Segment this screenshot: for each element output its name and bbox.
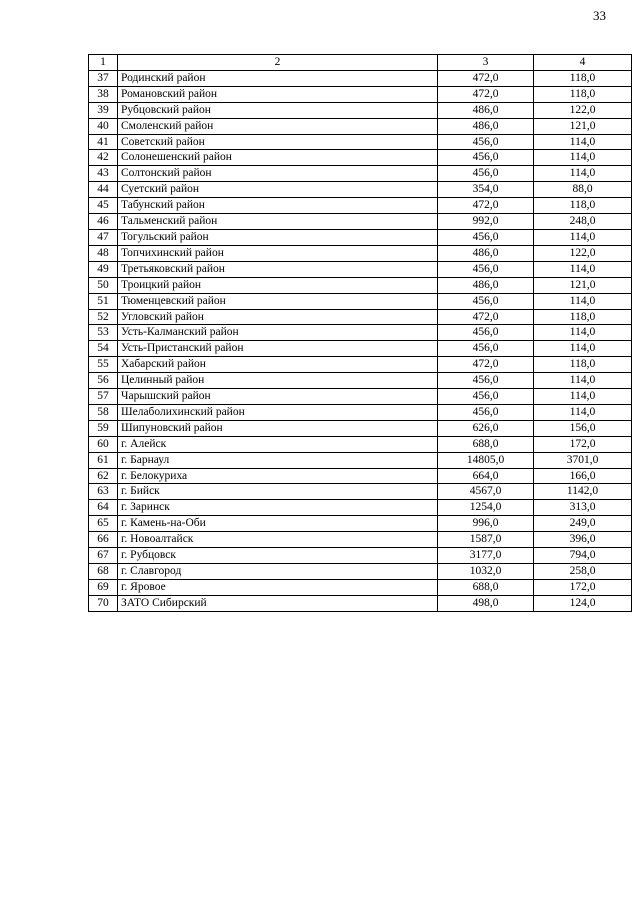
value-col-3: 472,0 xyxy=(438,86,534,102)
table-row xyxy=(89,150,632,166)
district-name: г. Барнаул xyxy=(118,452,438,468)
value-col-4: 166,0 xyxy=(534,468,632,484)
row-number: 57 xyxy=(89,389,118,405)
value-col-4: 156,0 xyxy=(534,420,632,436)
row-number: 43 xyxy=(89,166,118,182)
row-number: 52 xyxy=(89,309,118,325)
row-number: 65 xyxy=(89,516,118,532)
value-col-3: 688,0 xyxy=(438,436,534,452)
table-row xyxy=(89,86,632,102)
table-row xyxy=(89,373,632,389)
table-row xyxy=(89,118,632,134)
table-header-row xyxy=(89,55,632,71)
district-name: Советский район xyxy=(118,134,438,150)
table-row xyxy=(89,564,632,580)
value-col-4: 248,0 xyxy=(534,214,632,230)
row-number: 58 xyxy=(89,404,118,420)
table-row xyxy=(89,532,632,548)
district-name: Смоленский район xyxy=(118,118,438,134)
value-col-3: 354,0 xyxy=(438,182,534,198)
value-col-3: 486,0 xyxy=(438,102,534,118)
row-number: 62 xyxy=(89,468,118,484)
value-col-3: 472,0 xyxy=(438,198,534,214)
district-name: г. Бийск xyxy=(118,484,438,500)
table-row xyxy=(89,484,632,500)
row-number: 51 xyxy=(89,293,118,309)
value-col-3: 456,0 xyxy=(438,261,534,277)
value-col-3: 1254,0 xyxy=(438,500,534,516)
value-col-3: 486,0 xyxy=(438,277,534,293)
value-col-3: 1032,0 xyxy=(438,564,534,580)
table-row xyxy=(89,436,632,452)
row-number: 60 xyxy=(89,436,118,452)
value-col-3: 992,0 xyxy=(438,214,534,230)
table-row xyxy=(89,516,632,532)
district-name: Топчихинский район xyxy=(118,245,438,261)
district-name: Тальменский район xyxy=(118,214,438,230)
value-col-3: 456,0 xyxy=(438,373,534,389)
value-col-3: 4567,0 xyxy=(438,484,534,500)
value-col-4: 114,0 xyxy=(534,373,632,389)
row-number: 68 xyxy=(89,564,118,580)
value-col-3: 456,0 xyxy=(438,325,534,341)
value-col-4: 118,0 xyxy=(534,70,632,86)
row-number: 47 xyxy=(89,229,118,245)
district-name: г. Алейск xyxy=(118,436,438,452)
value-col-4: 114,0 xyxy=(534,389,632,405)
table-row xyxy=(89,452,632,468)
value-col-4: 114,0 xyxy=(534,325,632,341)
row-number: 55 xyxy=(89,357,118,373)
value-col-4: 258,0 xyxy=(534,564,632,580)
header-col-3: 3 xyxy=(438,55,534,71)
value-col-4: 88,0 xyxy=(534,182,632,198)
table-row xyxy=(89,134,632,150)
value-col-4: 249,0 xyxy=(534,516,632,532)
district-name: г. Заринск xyxy=(118,500,438,516)
district-name: Шелаболихинский район xyxy=(118,404,438,420)
table-row xyxy=(89,420,632,436)
table-row xyxy=(89,548,632,564)
value-col-3: 14805,0 xyxy=(438,452,534,468)
district-name: г. Белокуриха xyxy=(118,468,438,484)
value-col-3: 456,0 xyxy=(438,134,534,150)
value-col-3: 498,0 xyxy=(438,595,534,611)
district-name: ЗАТО Сибирский xyxy=(118,595,438,611)
table-row xyxy=(89,500,632,516)
value-col-4: 114,0 xyxy=(534,404,632,420)
value-col-4: 1142,0 xyxy=(534,484,632,500)
value-col-4: 118,0 xyxy=(534,309,632,325)
table-row xyxy=(89,70,632,86)
table-row xyxy=(89,102,632,118)
table-row xyxy=(89,468,632,484)
value-col-4: 121,0 xyxy=(534,118,632,134)
row-number: 46 xyxy=(89,214,118,230)
table-row xyxy=(89,579,632,595)
value-col-3: 456,0 xyxy=(438,293,534,309)
value-col-3: 472,0 xyxy=(438,309,534,325)
value-col-3: 456,0 xyxy=(438,229,534,245)
row-number: 40 xyxy=(89,118,118,134)
value-col-3: 996,0 xyxy=(438,516,534,532)
row-number: 56 xyxy=(89,373,118,389)
row-number: 50 xyxy=(89,277,118,293)
table-row xyxy=(89,325,632,341)
header-col-4: 4 xyxy=(534,55,632,71)
value-col-3: 626,0 xyxy=(438,420,534,436)
district-name: Табунский район xyxy=(118,198,438,214)
table-row xyxy=(89,182,632,198)
row-number: 48 xyxy=(89,245,118,261)
district-name: Чарышский район xyxy=(118,389,438,405)
row-number: 70 xyxy=(89,595,118,611)
table-row xyxy=(89,341,632,357)
value-col-4: 114,0 xyxy=(534,150,632,166)
value-col-4: 118,0 xyxy=(534,198,632,214)
value-col-4: 121,0 xyxy=(534,277,632,293)
value-col-4: 172,0 xyxy=(534,436,632,452)
district-name: Третьяковский район xyxy=(118,261,438,277)
district-name: Романовский район xyxy=(118,86,438,102)
table-body xyxy=(89,70,632,611)
value-col-4: 114,0 xyxy=(534,166,632,182)
district-name: Шипуновский район xyxy=(118,420,438,436)
value-col-4: 3701,0 xyxy=(534,452,632,468)
row-number: 64 xyxy=(89,500,118,516)
table-row xyxy=(89,245,632,261)
value-col-3: 486,0 xyxy=(438,245,534,261)
table-row xyxy=(89,389,632,405)
district-name: г. Славгород xyxy=(118,564,438,580)
row-number: 49 xyxy=(89,261,118,277)
row-number: 59 xyxy=(89,420,118,436)
district-name: Суетский район xyxy=(118,182,438,198)
table-row xyxy=(89,309,632,325)
row-number: 45 xyxy=(89,198,118,214)
row-number: 61 xyxy=(89,452,118,468)
value-col-3: 456,0 xyxy=(438,150,534,166)
value-col-3: 472,0 xyxy=(438,70,534,86)
value-col-4: 114,0 xyxy=(534,341,632,357)
district-name: г. Камень-на-Оби xyxy=(118,516,438,532)
row-number: 38 xyxy=(89,86,118,102)
district-name: Солонешенский район xyxy=(118,150,438,166)
table-row xyxy=(89,357,632,373)
row-number: 39 xyxy=(89,102,118,118)
district-name: г. Рубцовск xyxy=(118,548,438,564)
value-col-4: 118,0 xyxy=(534,357,632,373)
row-number: 42 xyxy=(89,150,118,166)
value-col-4: 114,0 xyxy=(534,134,632,150)
row-number: 44 xyxy=(89,182,118,198)
value-col-4: 794,0 xyxy=(534,548,632,564)
value-col-4: 118,0 xyxy=(534,86,632,102)
value-col-3: 456,0 xyxy=(438,166,534,182)
district-name: Родинский район xyxy=(118,70,438,86)
page-number: 33 xyxy=(593,8,606,23)
row-number: 66 xyxy=(89,532,118,548)
row-number: 54 xyxy=(89,341,118,357)
value-col-3: 664,0 xyxy=(438,468,534,484)
district-name: Тюменцевский район xyxy=(118,293,438,309)
table-row xyxy=(89,293,632,309)
value-col-4: 114,0 xyxy=(534,261,632,277)
district-name: Солтонский район xyxy=(118,166,438,182)
table-row xyxy=(89,595,632,611)
district-name: Хабарский район xyxy=(118,357,438,373)
value-col-3: 456,0 xyxy=(438,404,534,420)
value-col-3: 486,0 xyxy=(438,118,534,134)
district-name: Усть-Калманский район xyxy=(118,325,438,341)
row-number: 63 xyxy=(89,484,118,500)
table-row xyxy=(89,166,632,182)
district-name: г. Яровое xyxy=(118,579,438,595)
table-row xyxy=(89,229,632,245)
value-col-3: 456,0 xyxy=(438,341,534,357)
value-col-4: 122,0 xyxy=(534,245,632,261)
value-col-4: 124,0 xyxy=(534,595,632,611)
header-col-2: 2 xyxy=(118,55,438,71)
value-col-4: 122,0 xyxy=(534,102,632,118)
value-col-3: 688,0 xyxy=(438,579,534,595)
value-col-3: 3177,0 xyxy=(438,548,534,564)
district-name: г. Новоалтайск xyxy=(118,532,438,548)
district-name: Тогульский район xyxy=(118,229,438,245)
table-row xyxy=(89,404,632,420)
district-name: Рубцовский район xyxy=(118,102,438,118)
row-number: 37 xyxy=(89,70,118,86)
table-row xyxy=(89,214,632,230)
header-col-1: 1 xyxy=(89,55,118,71)
row-number: 67 xyxy=(89,548,118,564)
value-col-3: 1587,0 xyxy=(438,532,534,548)
value-col-4: 114,0 xyxy=(534,293,632,309)
district-name: Целинный район xyxy=(118,373,438,389)
value-col-4: 172,0 xyxy=(534,579,632,595)
value-col-4: 114,0 xyxy=(534,229,632,245)
value-col-4: 313,0 xyxy=(534,500,632,516)
row-number: 41 xyxy=(89,134,118,150)
data-table xyxy=(88,54,632,612)
row-number: 53 xyxy=(89,325,118,341)
value-col-3: 472,0 xyxy=(438,357,534,373)
value-col-4: 396,0 xyxy=(534,532,632,548)
row-number: 69 xyxy=(89,579,118,595)
table-row xyxy=(89,261,632,277)
table-row xyxy=(89,277,632,293)
district-name: Троицкий район xyxy=(118,277,438,293)
table-row xyxy=(89,198,632,214)
district-name: Усть-Пристанский район xyxy=(118,341,438,357)
value-col-3: 456,0 xyxy=(438,389,534,405)
district-name: Угловский район xyxy=(118,309,438,325)
